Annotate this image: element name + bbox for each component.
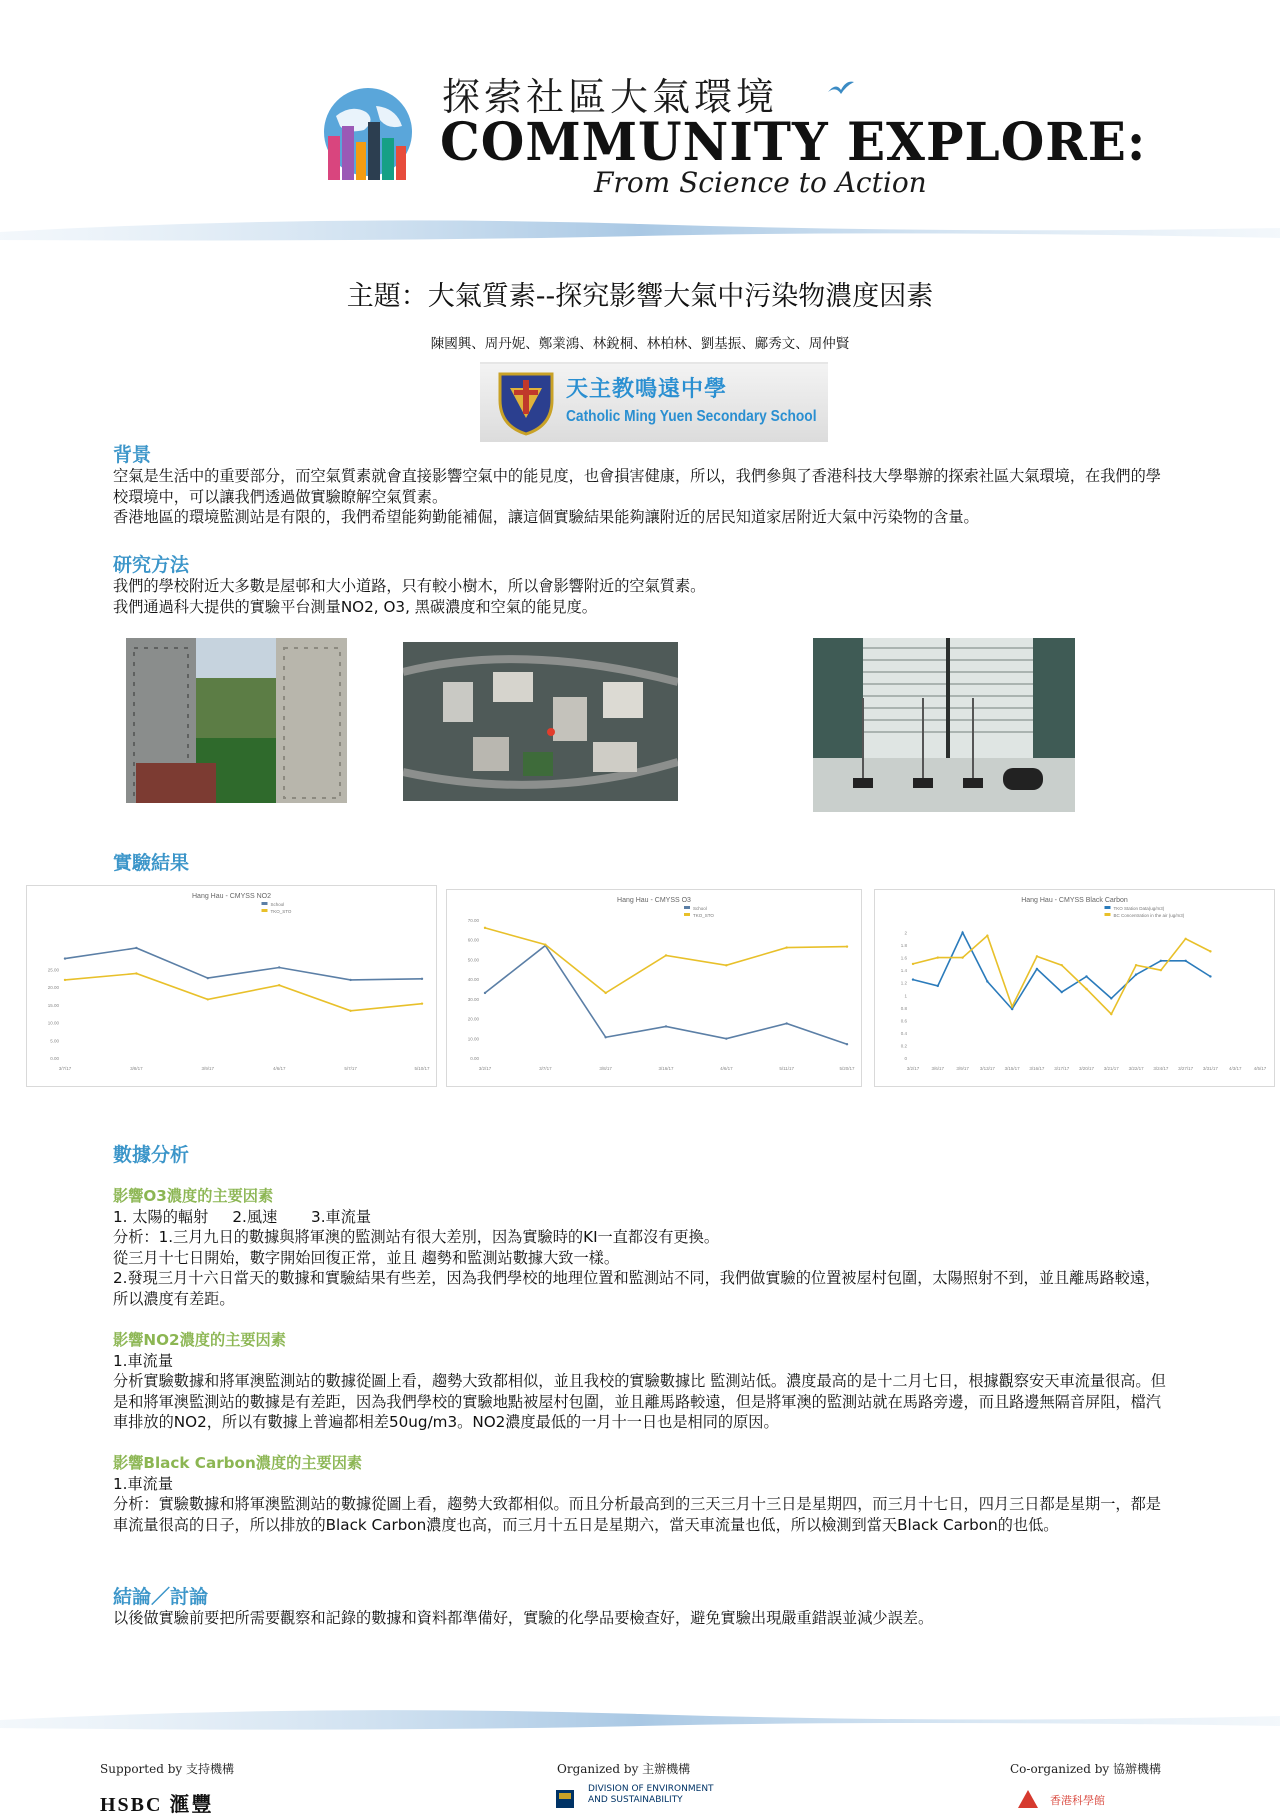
data-point <box>785 1022 787 1024</box>
data-point <box>1160 960 1162 962</box>
chart-black-carbon <box>874 889 1275 1087</box>
data-point <box>421 1002 423 1004</box>
data-point <box>484 992 486 994</box>
analysis-bc-line: 分析：實驗數據和將軍澳監測站的數據從圖上看，趨勢大致都相似。而且分析最高到的三天三月十三日是星期四，而三月十七日，四月三日都是星期一，都是車流量很高的日子，所以排放的Black Carbon濃度也高，而三月十五日是星期六，當天車流量也低，所以檢測到當天Black Carbon的也低。 <box>113 1495 1161 1534</box>
data-point <box>725 1037 727 1039</box>
y-tick-label: 0.4 <box>900 1030 907 1036</box>
legend-entry <box>684 906 707 911</box>
x-tick-label: 3/27/17 <box>1178 1066 1194 1071</box>
series-line <box>913 933 1210 1010</box>
chart-no2 <box>26 885 437 1087</box>
division-environment-logo: DIVISION OF ENVIRONMENT AND SUSTAINABILITY <box>588 1784 714 1805</box>
analysis-no2-block <box>113 1330 1173 1433</box>
y-tick-label: 60.00 <box>467 937 479 943</box>
y-tick-label: 20.00 <box>47 985 59 990</box>
x-tick-label: 3/20/17 <box>1078 1066 1095 1071</box>
y-tick-label: 1.4 <box>900 968 907 974</box>
school-logo <box>480 362 828 442</box>
chart-black-carbon-svg <box>875 890 1274 1086</box>
footer-coorganized-by: Co-organized by 協辦機構 <box>1010 1762 1162 1776</box>
data-point <box>725 964 727 966</box>
data-point <box>544 943 546 945</box>
data-point <box>349 979 351 981</box>
data-point <box>1036 955 1038 957</box>
y-tick-label: 0.8 <box>900 1005 907 1011</box>
background-paragraph: 空氣是生活中的重要部分，而空氣質素就會直接影響空氣中的能見度，也會損害健康，所以，我們參與了香港科技大學舉辦的探索社區大氣環境，在我們的學校環境中，可以讓我們透過做實驗瞭解空氣質素。 <box>113 467 1161 506</box>
chart-title: Hang Hau - CMYSS Black Carbon <box>1021 897 1128 904</box>
x-tick-label: 4/5/17 <box>1253 1066 1267 1071</box>
data-point <box>1209 950 1211 952</box>
data-point <box>135 972 137 974</box>
data-point <box>278 966 280 968</box>
section-heading-method: 研究方法 <box>113 554 190 576</box>
data-point <box>986 980 988 982</box>
data-point <box>278 984 280 986</box>
x-tick-label: 3/7/17 <box>58 1066 72 1071</box>
x-tick-label: 3/15/17 <box>1004 1066 1020 1071</box>
x-tick-label: 3/24/17 <box>1153 1066 1169 1071</box>
bird-icon <box>826 78 856 98</box>
data-point <box>846 1043 848 1045</box>
data-point <box>349 1010 351 1012</box>
data-point <box>1011 1005 1013 1007</box>
x-tick-label: 3/8/17 <box>130 1066 143 1071</box>
data-point <box>785 946 787 948</box>
x-tick-label: 4/3/17 <box>1228 1066 1242 1071</box>
x-tick-label: 3/6/17 <box>931 1066 945 1071</box>
data-point <box>64 979 66 981</box>
x-tick-label: 3/8/17 <box>599 1066 612 1071</box>
legend-entry <box>1105 906 1165 911</box>
footer-wave-decoration <box>0 1700 1280 1740</box>
data-point <box>961 956 963 958</box>
y-tick-label: 0.6 <box>900 1018 907 1024</box>
data-point <box>64 957 66 959</box>
svg-text:TKO Station Data(ug/m3): TKO Station Data(ug/m3) <box>1113 906 1165 911</box>
chart-o3 <box>446 889 862 1087</box>
science-museum-logo: 香港科學館 <box>1050 1794 1105 1807</box>
analysis-o3-line: 2.發現三月十六日當天的數據和實驗結果有些差，因為我們學校的地理位置和監測站不同，我們做實驗的位置被屋村包圍，太陽照射不到，並且離馬路較遠，所以濃度有差距。 <box>113 1269 1161 1308</box>
data-point <box>1135 964 1137 966</box>
chart-title: Hang Hau - CMYSS NO2 <box>192 893 271 900</box>
svg-text:BC Concentration in the air (u: BC Concentration in the air (ug/m3) <box>1113 913 1185 918</box>
y-tick-label: 0.00 <box>50 1056 59 1061</box>
banner-chinese-title: 探索社區大氣環境 <box>442 75 779 119</box>
y-tick-label: 70.00 <box>467 918 479 923</box>
data-point <box>846 945 848 947</box>
analysis-o3-line: 從三月十七日開始，數字開始回復正常，並且 趨勢和監測站數據大致一樣。 <box>113 1248 620 1267</box>
y-tick-label: 0 <box>904 1056 907 1061</box>
x-tick-label: 3/13/17 <box>979 1066 995 1071</box>
y-tick-label: 25.00 <box>47 967 59 973</box>
author-list: 陳國興、周丹妮、鄭業鴻、林銳桐、林柏林、劉基振、鄺秀文、周仲賢 <box>430 336 850 352</box>
x-tick-label: 5/10/17 <box>414 1066 430 1071</box>
svg-text:TKO_STO: TKO_STO <box>693 913 714 918</box>
method-text <box>113 576 1173 617</box>
x-tick-label: 3/16/17 <box>658 1066 674 1071</box>
y-tick-label: 2 <box>904 930 907 936</box>
data-point <box>604 1036 606 1038</box>
data-point <box>665 1025 667 1027</box>
conclusion-paragraph: 以後做實驗前要把所需要觀察和記錄的數據和資料都準備好，實驗的化學品要檢查好，避免實驗出現嚴重錯誤並減少誤差。 <box>113 1609 934 1627</box>
x-tick-label: 3/16/17 <box>1029 1066 1045 1071</box>
section-heading-conclusion: 結論／討論 <box>113 1586 209 1608</box>
x-tick-label: 5/11/17 <box>779 1066 795 1071</box>
svg-text:School: School <box>693 906 707 911</box>
analysis-o3-factors: 1. 太陽的輻射 2.風速 3.車流量 <box>113 1207 372 1226</box>
data-point <box>135 947 137 949</box>
chart-o3-svg <box>447 890 861 1086</box>
x-tick-label: 3/7/17 <box>539 1066 552 1071</box>
y-tick-label: 10.00 <box>47 1020 59 1026</box>
y-tick-label: 1.8 <box>900 943 907 949</box>
y-tick-label: 5.00 <box>50 1038 59 1044</box>
data-point <box>912 963 914 965</box>
analysis-bc-factors: 1.車流量 <box>113 1474 174 1493</box>
background-text <box>113 466 1173 528</box>
data-point <box>1110 997 1112 999</box>
data-point <box>1160 969 1162 971</box>
data-point <box>207 977 209 979</box>
data-point <box>665 954 667 956</box>
x-tick-label: 3/17/17 <box>1054 1066 1070 1071</box>
data-point <box>484 927 486 929</box>
data-point <box>937 985 939 987</box>
analysis-bc-subheading: 影響Black Carbon濃度的主要因素 <box>113 1454 363 1472</box>
analysis-o3-block <box>113 1186 1173 1309</box>
banner-tagline: From Science to Action <box>594 166 927 199</box>
data-point <box>1184 960 1186 962</box>
y-tick-label: 10.00 <box>467 1036 479 1042</box>
series-line <box>913 936 1210 1014</box>
data-point <box>1135 973 1137 975</box>
series-line <box>485 946 847 1045</box>
x-tick-label: 4/6/17 <box>272 1066 286 1071</box>
analysis-o3-subheading: 影響O3濃度的主要因素 <box>113 1187 274 1205</box>
x-tick-label: 3/21/17 <box>1103 1066 1119 1071</box>
photo-satellite-map <box>403 642 678 801</box>
footer-organized-by: Organized by 主辦機構 <box>557 1762 691 1776</box>
x-tick-label: 4/6/17 <box>720 1066 733 1071</box>
data-point <box>937 956 939 958</box>
method-paragraph: 我們通過科大提供的實驗平台測量NO2, O3, 黑碳濃度和空氣的能見度。 <box>113 597 597 616</box>
data-point <box>1085 988 1087 990</box>
series-line <box>485 928 847 993</box>
hkust-crest-icon <box>556 1790 574 1808</box>
section-heading-background: 背景 <box>113 444 152 466</box>
school-name-english: Catholic Ming Yuen Secondary School <box>566 408 817 425</box>
data-point <box>986 934 988 936</box>
globe-city-icon <box>316 86 416 186</box>
conclusion-text <box>113 1608 1173 1629</box>
header-banner <box>0 0 1280 250</box>
legend-entry <box>262 902 285 907</box>
legend-entry <box>684 913 714 918</box>
background-paragraph: 香港地區的環境監測站是有限的，我們希望能夠勤能補倔，讓這個實驗結果能夠讓附近的居民知道家居附近大氣中污染物的含量。 <box>113 508 979 526</box>
data-point <box>604 992 606 994</box>
banner-logo-text: COMMUNITY EXPLORE: <box>440 110 1147 173</box>
x-tick-label: 3/9/17 <box>956 1066 969 1071</box>
y-tick-label: 40.00 <box>467 977 479 983</box>
photo-school-surroundings <box>126 638 347 803</box>
x-tick-label: 3/31/17 <box>1202 1066 1218 1071</box>
y-tick-label: 1.6 <box>900 955 907 961</box>
data-point <box>1184 938 1186 940</box>
analysis-no2-factors: 1.車流量 <box>113 1351 174 1370</box>
data-point <box>912 978 914 980</box>
x-tick-label: 5/7/17 <box>344 1066 357 1071</box>
y-tick-label: 15.00 <box>47 1002 59 1008</box>
chart-title: Hang Hau - CMYSS O3 <box>617 897 691 904</box>
banner-wave-decoration <box>0 210 1280 250</box>
method-paragraph: 我們的學校附近大多數是屋邨和大小道路，只有較小樹木，所以會影響附近的空氣質素。 <box>113 577 706 595</box>
x-tick-label: 3/2/17 <box>478 1066 492 1071</box>
y-tick-label: 20.00 <box>467 1016 479 1022</box>
section-heading-results: 實驗結果 <box>113 852 190 874</box>
legend-entry <box>1105 913 1185 918</box>
hsbc-logo: HSBC 滙豐 <box>100 1794 214 1816</box>
section-heading-analysis: 數據分析 <box>113 1144 190 1166</box>
svg-text:School: School <box>270 902 285 907</box>
data-point <box>207 998 209 1000</box>
y-tick-label: 0.2 <box>900 1043 907 1049</box>
data-point <box>1209 975 1211 977</box>
y-tick-label: 1.2 <box>900 980 907 986</box>
data-point <box>1036 968 1038 970</box>
y-tick-label: 0.00 <box>470 1056 479 1061</box>
photo-experiment-setup <box>813 638 1075 812</box>
x-tick-label: 3/2/17 <box>906 1066 920 1071</box>
data-point <box>1110 1013 1112 1015</box>
footer-supported-by: Supported by 支持機構 <box>100 1762 234 1776</box>
x-tick-label: 3/22/17 <box>1128 1066 1144 1071</box>
analysis-no2-line: 分析實驗數據和將軍澳監測站的數據從圖上看，趨勢大致都相似，並且我校的實驗數據比 監測站低。濃度最高的是十二月七日，根據觀察安天車流量很高。但是和將軍澳監測站的數據是有差距，因為我們學校的實驗地點被屋村包圍，並且離馬路較遠，但是將軍澳的監測站就在馬路旁邊，而且路邊無隔音屏阻，檔汽車排放的NO2，所以有數據上普遍都相差50ug/m3。NO2濃度最低的一月十一日也是相同的原因。 <box>113 1372 1166 1431</box>
poster-title: 主題：大氣質素--探究影響大氣中污染物濃度因素 <box>346 281 934 312</box>
school-crest-icon <box>496 370 556 436</box>
school-name-chinese: 天主教鳴遠中學 <box>566 377 728 402</box>
chart-no2-svg <box>27 886 436 1086</box>
analysis-o3-line: 分析：1.三月九日的數據與將軍澳的監測站有很大差別，因為實驗時的KI一直都沒有更換。 <box>113 1228 720 1246</box>
data-point <box>1085 975 1087 977</box>
x-tick-label: 3/9/17 <box>201 1066 215 1071</box>
analysis-no2-subheading: 影響NO2濃度的主要因素 <box>113 1331 286 1349</box>
data-point <box>961 931 963 933</box>
x-tick-label: 5/20/17 <box>839 1066 855 1071</box>
legend-entry <box>262 909 292 914</box>
science-museum-icon <box>1018 1790 1038 1808</box>
data-point <box>1061 964 1063 966</box>
data-point <box>1061 991 1063 993</box>
analysis-bc-block <box>113 1453 1173 1535</box>
y-tick-label: 30.00 <box>467 996 479 1002</box>
y-tick-label: 1 <box>904 993 907 999</box>
data-point <box>421 978 423 980</box>
svg-text:TKO_STO: TKO_STO <box>270 909 292 914</box>
y-tick-label: 50.00 <box>467 957 479 963</box>
